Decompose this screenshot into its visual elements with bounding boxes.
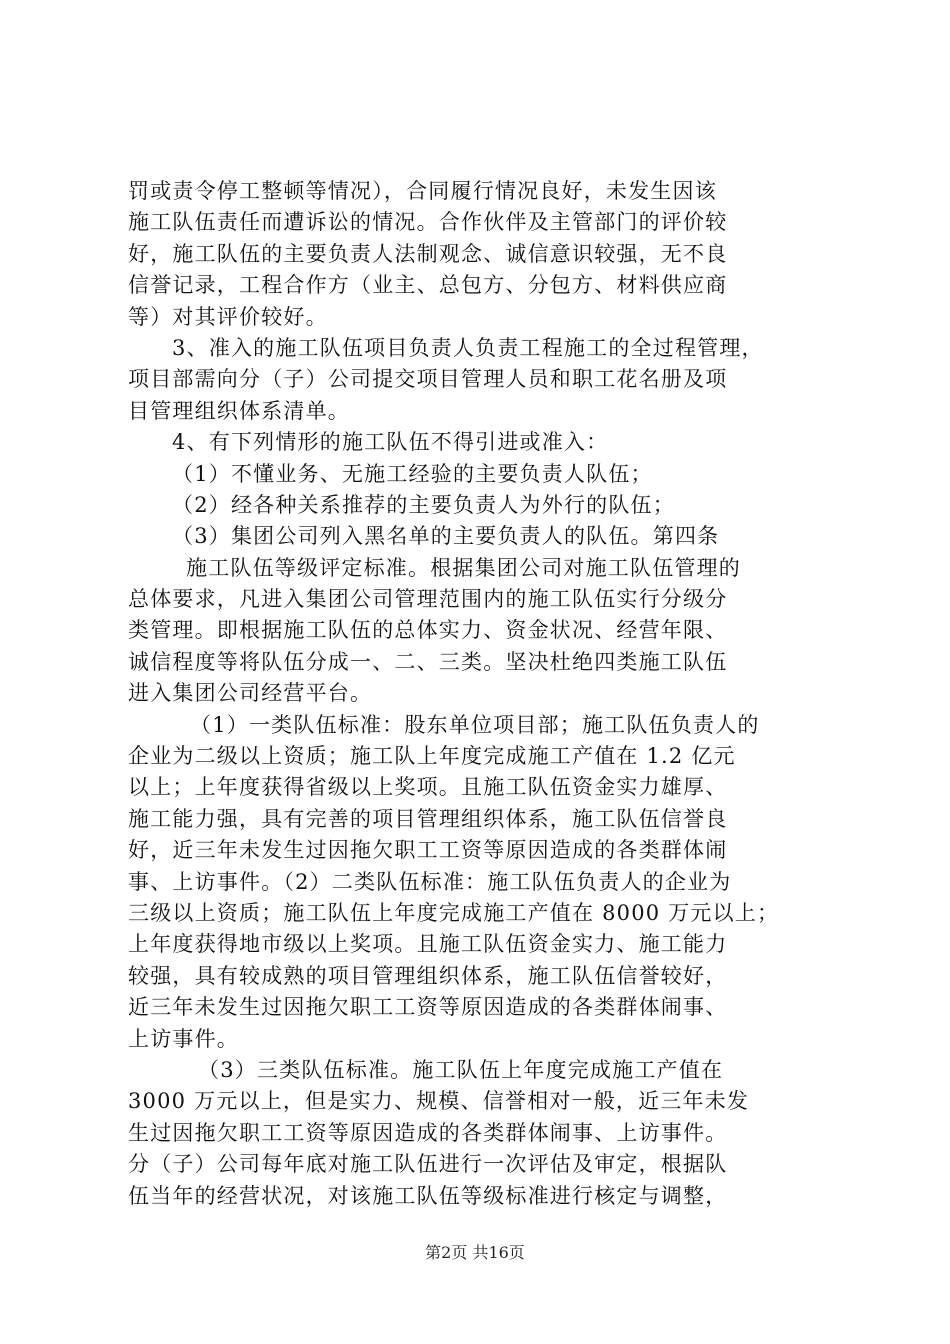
text-line: 事、上访事件。（2）二类队伍标准：施工队伍负责人的企业为 bbox=[128, 869, 732, 894]
text-line: 信誉记录，工程合作方（业主、总包方、分包方、材料供应商 bbox=[128, 273, 728, 298]
text-line: 诚信程度等将队伍分成一、二、三类。坚决杜绝四类施工队伍 bbox=[128, 649, 728, 674]
text-line: 施工队伍等级评定标准。根据集团公司对施工队伍管理的 bbox=[186, 555, 741, 580]
text-line: 伍当年的经营状况，对该施工队伍等级标准进行核定与调整， bbox=[128, 1183, 728, 1208]
text-line: 好，施工队伍的主要负责人法制观念、诚信意识较强，无不良 bbox=[128, 241, 728, 266]
document-body bbox=[128, 176, 832, 1212]
text-line: 上年度获得地市级以上奖项。且施工队伍资金实力、施工能力 bbox=[128, 932, 728, 957]
text-line: 总体要求，凡进入集团公司管理范围内的施工队伍实行分级分 bbox=[128, 587, 728, 612]
text-line: 上访事件。 bbox=[128, 1026, 239, 1051]
text-line: 3000 万元以上，但是实力、规模、信誉相对一般，近三年未发 bbox=[128, 1089, 750, 1114]
text-line: 以上；上年度获得省级以上奖项。且施工队伍资金实力雄厚、 bbox=[128, 775, 728, 800]
text-line: 三级以上资质；施工队伍上年度完成施工产值在 8000 万元以上； bbox=[128, 900, 780, 925]
text-line: （1）一类队伍标准：股东单位项目部；施工队伍负责人的 bbox=[190, 712, 760, 737]
text-line: 施工队伍责任而遭诉讼的情况。合作伙伴及主管部门的评价较 bbox=[128, 210, 728, 235]
text-line: 生过因拖欠职工工资等原因造成的各类群体闹事、上访事件。 bbox=[128, 1120, 728, 1145]
page-number-footer: 第2页 共16页 bbox=[425, 1243, 525, 1262]
text-line: 施工能力强，具有完善的项目管理组织体系，施工队伍信誉良 bbox=[128, 806, 728, 831]
text-line: 项目部需向分（子）公司提交项目管理人员和职工花名册及项 bbox=[128, 367, 728, 392]
text-line: 4、有下列情形的施工队伍不得引进或准入： bbox=[172, 430, 609, 455]
text-line: （2）经各种关系推荐的主要负责人为外行的队伍； bbox=[172, 492, 675, 517]
text-line: 等）对其评价较好。 bbox=[128, 304, 328, 329]
text-line: 企业为二级以上资质；施工队上年度完成施工产值在 1.2 亿元 bbox=[128, 744, 736, 769]
text-line: 目管理组织体系清单。 bbox=[128, 398, 350, 423]
text-line: 分（子）公司每年底对施工队伍进行一次评估及审定，根据队 bbox=[128, 1152, 728, 1177]
text-line: 好，近三年未发生过因拖欠职工工资等原因造成的各类群体闹 bbox=[128, 838, 728, 863]
text-line: 近三年未发生过因拖欠职工工资等原因造成的各类群体闹事、 bbox=[128, 995, 728, 1020]
text-line: 类管理。即根据施工队伍的总体实力、资金状况、经营年限、 bbox=[128, 618, 728, 643]
text-line: （3）集团公司列入黑名单的主要负责人的队伍。第四条 bbox=[172, 524, 720, 549]
text-line: （3）三类队伍标准。施工队伍上年度完成施工产值在 bbox=[198, 1057, 724, 1082]
text-line: 进入集团公司经营平台。 bbox=[128, 681, 373, 706]
text-line: 罚或责令停工整顿等情况），合同履行情况良好，未发生因该 bbox=[128, 179, 717, 203]
text-line: 较强，具有较成熟的项目管理组织体系，施工队伍信誉较好， bbox=[128, 963, 728, 988]
text-line: 3、准入的施工队伍项目负责人负责工程施工的全过程管理， bbox=[172, 335, 764, 360]
text-line: （1）不懂业务、无施工经验的主要负责人队伍； bbox=[172, 461, 653, 486]
